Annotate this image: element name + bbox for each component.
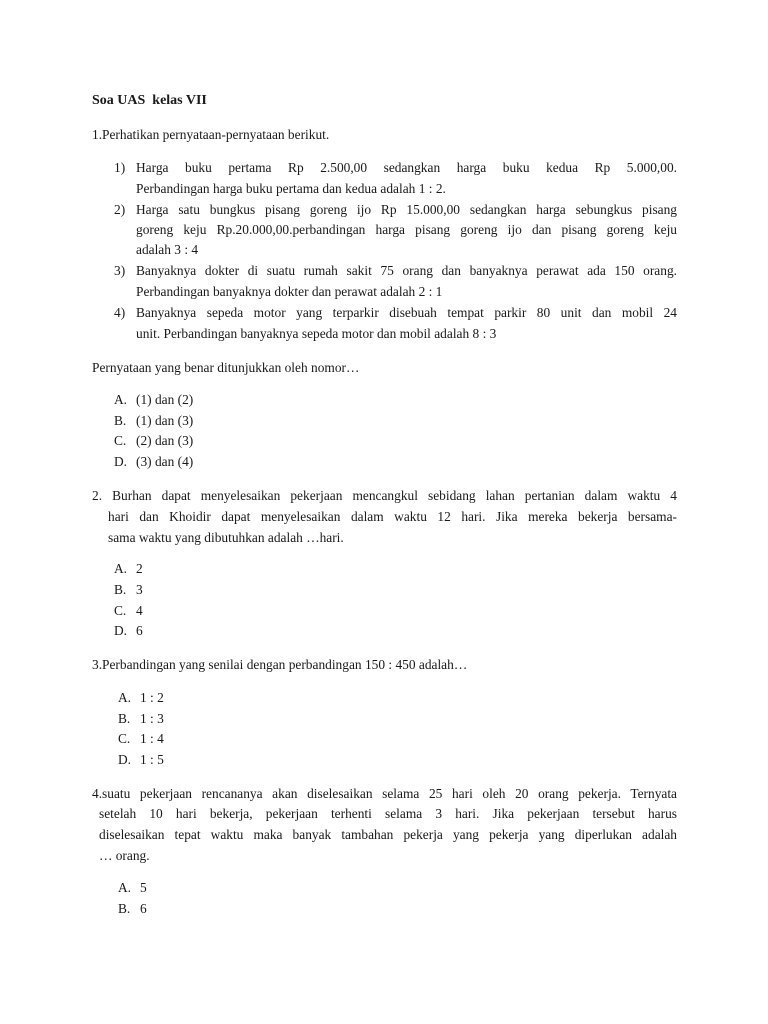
option-letter: A. [114,392,128,407]
q1-question: Pernyataan yang benar ditunjukkan oleh nomor… [92,360,360,375]
option-letter: A. [118,690,132,705]
option-letter: D. [114,623,128,638]
q1-statement-3-number: 3) [114,263,126,278]
q1-option-b [114,413,194,429]
option-text: 5 [140,880,147,895]
q4-line-2: setelah 10 hari bekerja, pekerjaan terhenti selama 3 hari. Jika pekerjaan tersebut harus [99,806,677,821]
option-letter: A. [114,561,128,576]
option-letter: B. [114,582,127,597]
q4-option-b [118,901,147,917]
q4-line-3: diselesaikan tepat waktu maka banyak tambahan pekerja yang pekerja yang diperlukan adalah [99,827,677,842]
q2-line-2: hari dan Khoidir dapat menyelesaikan dalam waktu 12 hari. Jika mereka bekerja bersama- [108,509,677,524]
q1-statement-3-line-2: Perbandingan banyaknya dokter dan perawat adalah 2 : 1 [136,284,443,299]
q2-line-3: sama waktu yang dibutuhkan adalah …hari. [108,530,344,545]
option-text: 3 [136,582,143,597]
q1-statement-2-line-2: goreng keju Rp.20.000,00.perbandingan harga pisang goreng ijo dan pisang goreng keju [136,222,677,237]
option-letter: D. [118,752,132,767]
q3-question: 3.Perbandingan yang senilai dengan perbandingan 150 : 450 adalah… [92,657,468,672]
q2-option-c [114,603,143,619]
q3-option-a [118,690,164,706]
option-letter: A. [118,880,132,895]
q1-option-c [114,433,194,449]
q1-statement-4-line-2: unit. Perbandingan banyaknya sepeda motor dan mobil adalah 8 : 3 [136,326,497,341]
option-text: 1 : 5 [140,752,164,767]
q4-line-1: 4.suatu pekerjaan rencananya akan diselesaikan selama 25 hari oleh 20 orang pekerja. Ternyata [92,786,677,801]
option-text: 4 [136,603,143,618]
option-letter: D. [114,454,128,469]
option-text: (1) dan (2) [136,392,194,407]
option-letter: C. [114,433,127,448]
q2-option-a [114,561,143,577]
q1-statement-1-line-1: Harga buku pertama Rp 2.500,00 sedangkan harga buku kedua Rp 5.000,00. [136,160,677,175]
q1-statement-3-line-1: Banyaknya dokter di suatu rumah sakit 75 orang dan banyaknya perawat ada 150 orang. [136,263,677,278]
q1-statement-2-line-3: adalah 3 : 4 [136,242,199,257]
q3-option-b [118,711,164,727]
q3-option-c [118,731,164,747]
q1-statement-2-line-1: Harga satu bungkus pisang goreng ijo Rp 15.000,00 sedangkan harga sebungkus pisang [136,202,677,217]
option-letter: C. [118,731,131,746]
q4-option-a [118,880,147,896]
q1-statement-4-line-1: Banyaknya sepeda motor yang terparkir disebuah tempat parkir 80 unit dan mobil 24 [136,305,677,320]
option-letter: B. [118,901,131,916]
option-text: 2 [136,561,143,576]
q1-option-d [114,454,194,470]
document-title: Soa UAS kelas VII [92,93,207,108]
q2-line-1: 2. Burhan dapat menyelesaikan pekerjaan mencangkul sebidang lahan pertanian dalam waktu 4 [92,488,677,503]
option-text: (3) dan (4) [136,454,194,469]
option-text: 6 [140,901,147,916]
q1-intro: 1.Perhatikan pernyataan-pernyataan berikut. [92,127,330,142]
q1-statement-1-number: 1) [114,160,126,175]
q1-statement-4-number: 4) [114,305,126,320]
option-text: (2) dan (3) [136,433,194,448]
option-text: 1 : 4 [140,731,164,746]
q1-option-a [114,392,194,408]
q2-option-d [114,623,143,639]
q4-line-4: … orang. [99,848,150,863]
option-text: 1 : 2 [140,690,164,705]
option-text: (1) dan (3) [136,413,194,428]
option-letter: B. [118,711,131,726]
q2-option-b [114,582,143,598]
option-text: 6 [136,623,143,638]
q1-statement-1-line-2: Perbandingan harga buku pertama dan kedua adalah 1 : 2. [136,181,446,196]
option-text: 1 : 3 [140,711,164,726]
option-letter: B. [114,413,127,428]
q1-statement-2-number: 2) [114,202,126,217]
option-letter: C. [114,603,127,618]
q3-option-d [118,752,164,768]
